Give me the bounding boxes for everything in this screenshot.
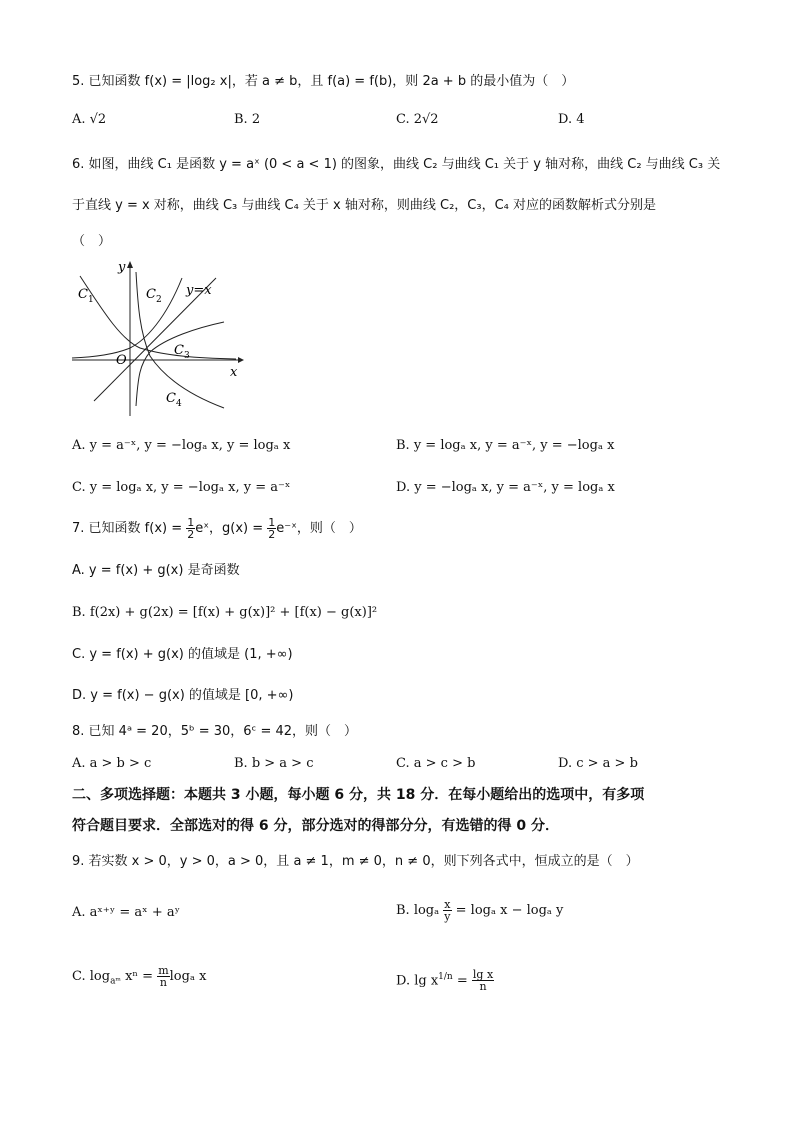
q9-optb-fraction <box>443 899 451 922</box>
q6-stem-line2: 于直线 y = x 对称，曲线 C₃ 与曲线 C₄ 关于 x 轴对称，则曲线 C₂，C₃，C₄ 对应的函数解析式分别是 <box>72 198 657 213</box>
q7-option-d: D. y = f(x) − g(x) 的值域是 [0, +∞) <box>72 688 294 703</box>
q9-optc-post: logₐ x <box>169 969 207 984</box>
q9-option-d <box>396 962 494 996</box>
label-c3-sub: 3 <box>184 351 190 361</box>
label-c2-sub: 2 <box>156 295 162 305</box>
label-x: x <box>230 365 238 380</box>
q9-optd-sup: 1/n <box>438 972 453 982</box>
q9-option-c <box>72 962 206 997</box>
q6-option-d: D. y = −logₐ x, y = a⁻ˣ, y = logₐ x <box>396 480 615 495</box>
q6-option-c: C. y = logₐ x, y = −logₐ x, y = a⁻ˣ <box>72 480 291 495</box>
q9-option-a: A. aˣ⁺ʸ = aˣ + aʸ <box>72 905 181 920</box>
q6-stem-line1: 6. 如图，曲线 C₁ 是函数 y = aˣ (0 < a < 1) 的图象，曲线 C₂ 与曲线 C₁ 关于 y 轴对称，曲线 C₂ 与曲线 C₃ 关 <box>72 157 721 172</box>
q7-option-a: A. y = f(x) + g(x) 是奇函数 <box>72 563 240 578</box>
q9-stem: 9. 若实数 x > 0，y > 0，a > 0，且 a ≠ 1，m ≠ 0，n ≠ 0，则下列各式中，恒成立的是（ ） <box>72 854 639 869</box>
q7-option-c: C. y = f(x) + g(x) 的值域是 (1, +∞) <box>72 647 293 662</box>
q7-fraction-1 <box>186 517 195 540</box>
q6-option-b: B. y = logₐ x, y = a⁻ˣ, y = −logₐ x <box>396 438 615 453</box>
curve-c2 <box>72 278 182 358</box>
label-y: y <box>118 260 126 275</box>
x-axis-arrow <box>238 357 244 363</box>
q7-frac1-den: 2 <box>187 528 195 541</box>
label-c2: C <box>146 287 156 302</box>
label-c4-sub: 4 <box>176 399 182 409</box>
q9-option-b <box>396 896 563 926</box>
q9-optc-mid: xⁿ = <box>120 969 158 984</box>
q5-option-b: B. 2 <box>234 112 261 127</box>
q6-option-a: A. y = a⁻ˣ, y = −logₐ x, y = logₐ x <box>72 438 291 453</box>
q6-figure <box>66 256 246 421</box>
label-c4: C <box>166 391 176 406</box>
q9-optd-num: lg x <box>472 968 494 982</box>
q9-optc-pre: C. log <box>72 969 111 984</box>
q8-option-d: D. c > a > b <box>558 756 638 771</box>
q8-stem: 8. 已知 4ᵃ = 20，5ᵇ = 30，6ᶜ = 42，则（ ） <box>72 724 358 739</box>
label-c3: C <box>174 343 184 358</box>
q7-frac1-num: 1 <box>187 516 195 529</box>
q5-stem: 5. 已知函数 f(x) = |log₂ x|，若 a ≠ b，且 f(a) = f(b)，则 2a + b 的最小值为（ ） <box>72 74 575 89</box>
q9-optd-mid: = <box>452 973 472 989</box>
q9-optc-fraction <box>157 965 169 988</box>
q9-optb-num: x <box>444 898 451 911</box>
q5-option-c: C. 2√2 <box>396 112 439 127</box>
curve-c3 <box>136 322 224 406</box>
q8-option-b: B. b > a > c <box>234 756 314 771</box>
q6-stem-line3: （ ） <box>72 234 112 249</box>
q7-frac2-den: 2 <box>268 528 276 541</box>
q7-stem-mid1: eˣ，g(x) = <box>195 521 268 536</box>
q8-option-a: A. a > b > c <box>72 756 152 771</box>
q7-stem-mid2: e⁻ˣ，则（ ） <box>276 521 362 536</box>
q9-optb-pre: B. logₐ <box>396 903 444 918</box>
q7-stem <box>72 514 362 544</box>
q9-optc-den: n <box>159 976 167 989</box>
q9-optc-sub: aᵐ <box>110 976 121 987</box>
q9-optd-den: n <box>479 980 487 994</box>
q9-optd-pre: D. lg x <box>396 973 439 989</box>
label-line: y=x <box>186 283 212 298</box>
q5-option-a: A. √2 <box>72 112 107 127</box>
q9-optd-fraction <box>472 969 494 992</box>
q7-option-b: B. f(2x) + g(2x) = [f(x) + g(x)]² + [f(x) − g(x)]² <box>72 605 378 620</box>
q7-frac2-num: 1 <box>268 516 276 529</box>
q5-option-d: D. 4 <box>558 112 585 127</box>
q9-optb-post: = logₐ x − logₐ y <box>451 903 564 918</box>
q9-optb-den: y <box>444 910 451 923</box>
section2-line2: 符合题目要求．全部选对的得 6 分，部分选对的得部分分，有选错的得 0 分． <box>72 818 559 834</box>
q7-fraction-2 <box>267 517 276 540</box>
q8-option-c: C. a > c > b <box>396 756 476 771</box>
section2-line1: 二、多项选择题：本题共 3 小题，每小题 6 分，共 18 分．在每小题给出的选项中，有多项 <box>72 787 645 803</box>
y-axis-arrow <box>127 261 133 268</box>
label-c1: C <box>78 287 88 302</box>
q9-optc-num: m <box>158 964 169 977</box>
label-c1-sub: 1 <box>88 295 94 305</box>
q7-stem-pre: 7. 已知函数 f(x) = <box>72 521 187 536</box>
label-origin: O <box>116 353 127 368</box>
